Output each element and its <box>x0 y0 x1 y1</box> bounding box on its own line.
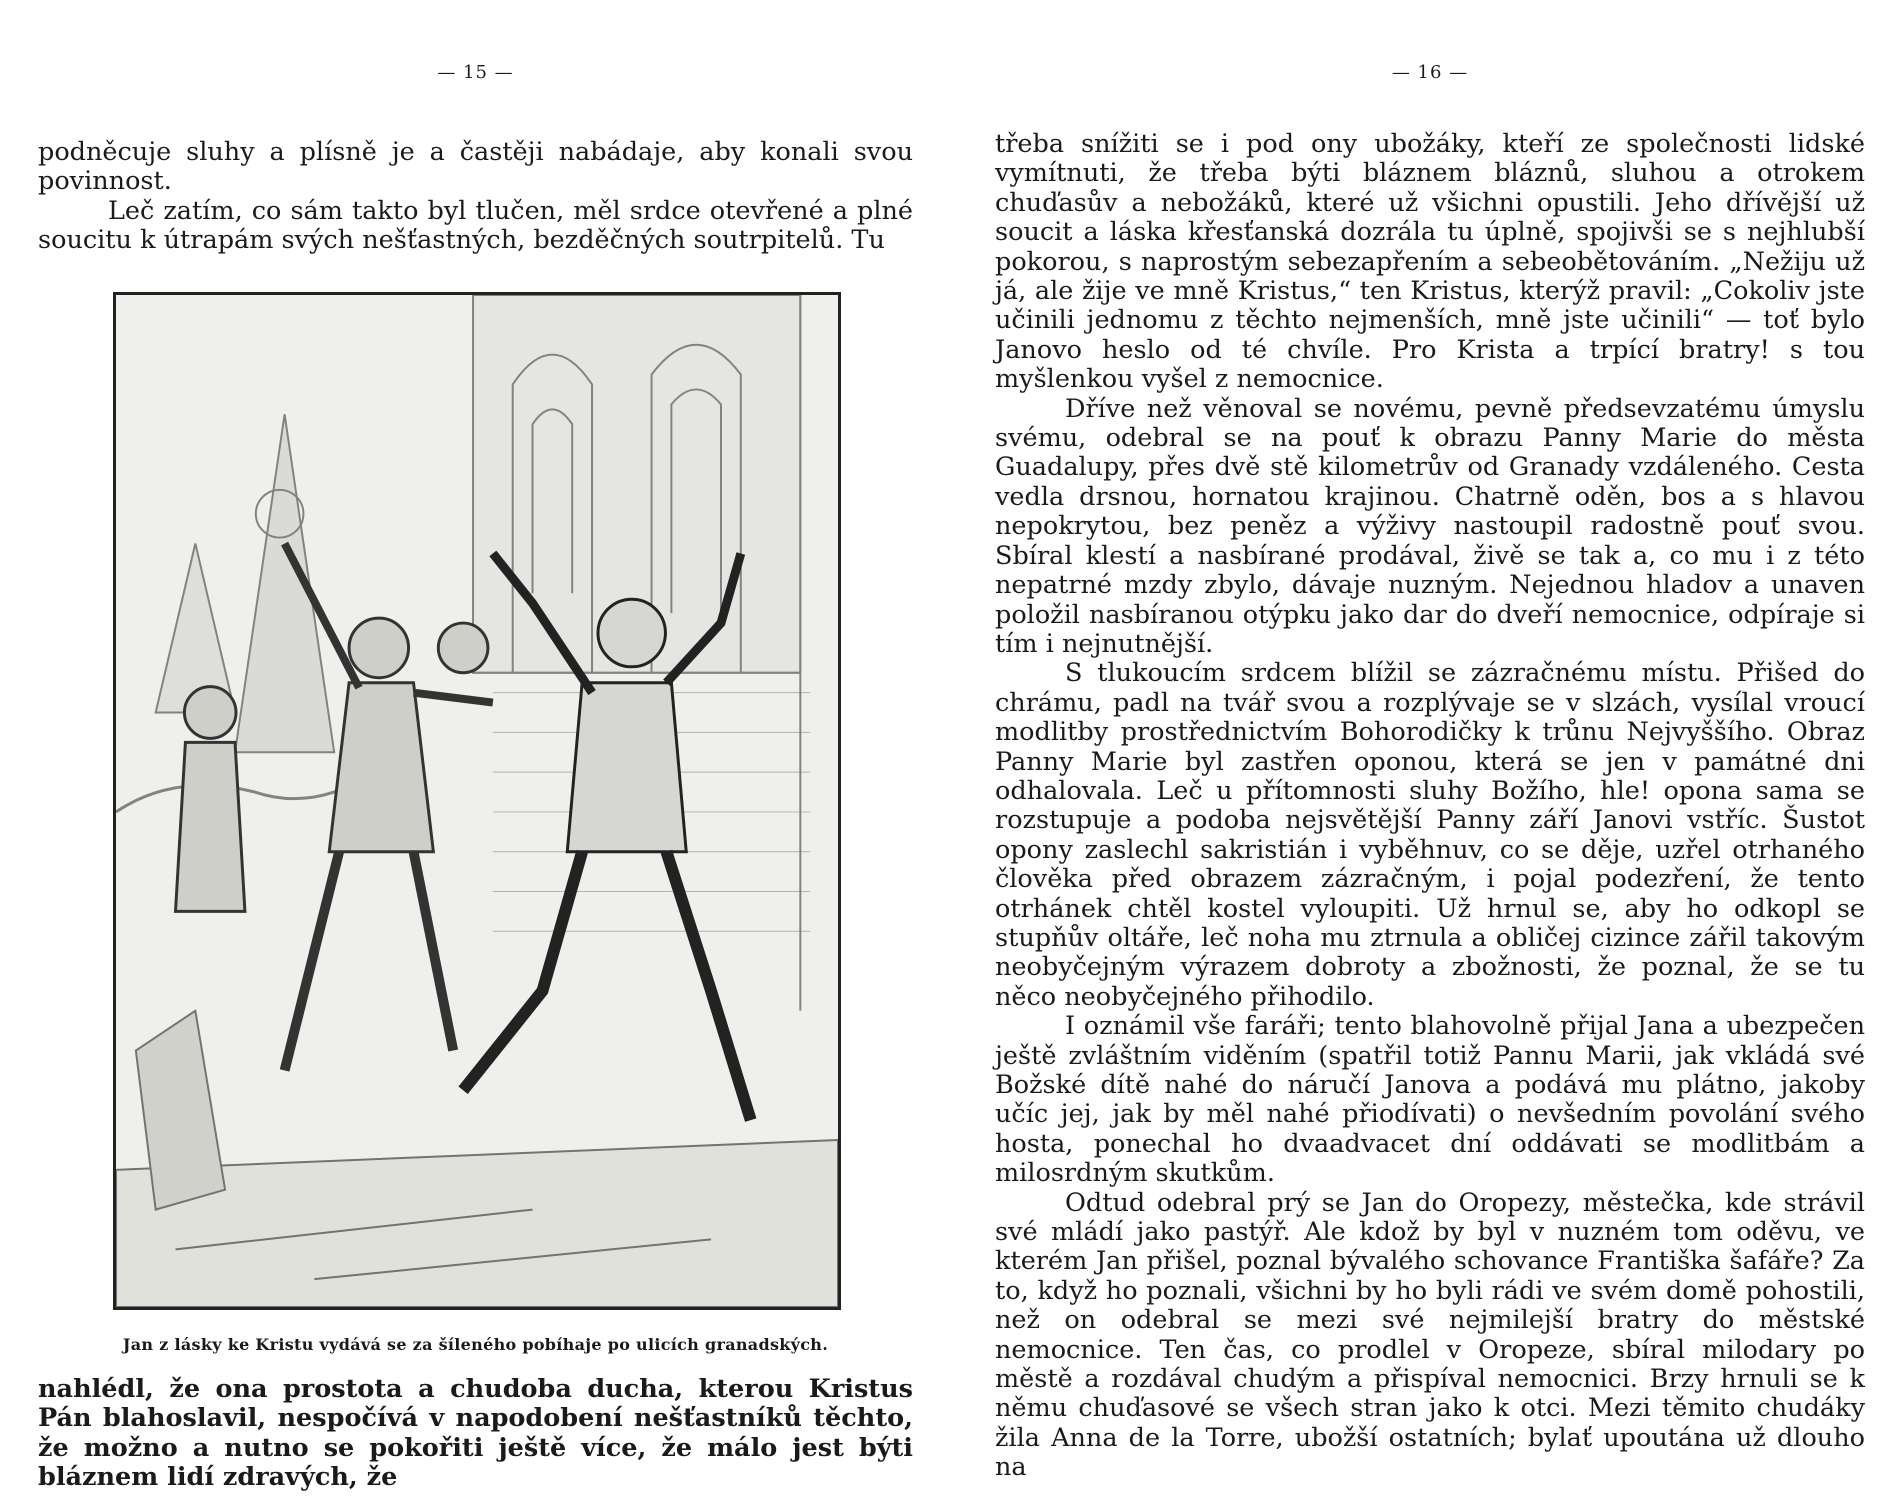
paragraph: I oznámil vše faráři; tento blahovolně přijal Jana a ubezpečen ještě zvláštním viděním (spatřil totiž Pannu Marii, jak vkládá své Božské dítě nahé do náručí Janova a podává mu plátno, jakoby učíc jej, jak by měl nahé přiodívati) o nevšedním povolání svého hosta, ponechal ho dvaadvacet dní oddávati se modlitbám a milosrdným skutkům. <box>995 1011 1865 1189</box>
illustration-caption: Jan z lásky ke Kristu vydává se za šíleného pobíhaje po ulicích granadských. <box>122 1335 829 1354</box>
body-text-block <box>995 130 1865 1483</box>
paragraph: Odtud odebral prý se Jan do Oropezy, městečka, kde strávil své mládí jako pastýř. Ale kdož by byl v nuzném tom oděvu, ve kterém Jan přišel, poznal bývalého schovance Františka šafáře? Za to, když ho poznali, všichni by ho byli rádi ve svém domě pohostili, než on odebral se mezi své nejmilejší bratry do městské nemocnice. Ten čas, co prodlel v Oropeze, sbíral milodary po městě a rozdával chudým a přispíval nemocnici. Brzy hrnuli se k němu chuďasové se všech stran jako k otci. Mezi těmito chudáky žila Anna de la Torre, ubožší ostatních; bylať upoutána už dlouho na <box>995 1187 1865 1483</box>
paragraph: Dříve než věnoval se novému, pevně předsevzatému úmyslu svému, odebral se na pouť k obrazu Panny Marie do města Guadalupy, přes dvě stě kilometrův od Granady vzdáleného. Cesta vedla drsnou, hornatou krajinou. Chatrně oděn, bos a s hlavou nepokrytou, bez peněz a výživy nastoupil radostně pouť svou. Sbíral klestí a nasbírané prodával, živě se tak a, co mu i z této nepatrné mzdy zbylo, dávaje nuzným. Nejednou hladov a unaven položil nasbíranou otýpku jako dar do dveří nemocnice, odpíraje si tím i nejnutnější. <box>995 393 1865 659</box>
paragraph: podněcuje sluhy a plísně je a častěji nabádaje, aby konali svou povinnost. <box>38 137 913 197</box>
right-page <box>995 0 1865 1500</box>
paragraph: Leč zatím, co sám takto byl tlučen, měl srdce otevřené a plné soucitu k útrapám svých nešťastných, bezděčných soutrpitelů. Tu <box>38 195 913 256</box>
page-number: — 15 — <box>437 62 514 83</box>
left-page <box>38 0 913 1500</box>
engraving-illustration <box>113 292 841 1310</box>
paragraph: nahlédl, že ona prostota a chudoba ducha, kterou Kristus Pán blahoslavil, nespočívá v napodobení nešťastníků těchto, že možno a nutno se pokořiti ještě více, že málo jest býti bláznem lidí zdravých, že <box>38 1374 913 1493</box>
top-text-block <box>38 138 913 256</box>
paragraph: S tlukoucím srdcem blížil se zázračnému místu. Přišed do chrámu, padl na tvář svou a rozplývaje se v slzách, vysílal vroucí modlitby prostřednictvím Bohorodičky k trůnu Nejvyššího. Obraz Panny Marie byl zastřen oponou, která se jen v památné dni odhalovala. Leč u přítomnosti sluhy Božího, hle! opona sama se rozstupuje a podoba nejsvětější Panny září Janovi vstříc. Šustot opony zaslechl sakristián i vyběhnuv, co se děje, uzřel otrhaného člověka před obrazem zázračným, i pojal podezření, že tento otrhánek chtěl kostel vyloupiti. Už hrnul se, aby ho odkopl se stupňův oltáře, leč noha mu ztrnula a obličej cizince zářil takovým neobyčejným výrazem dobroty a zbožnosti, že poznal, že se tu něco neobyčejného přihodilo. <box>995 658 1865 1012</box>
engraving-drawing <box>116 295 838 1307</box>
bottom-text-block <box>38 1375 913 1493</box>
page-number: — 16 — <box>1391 62 1469 83</box>
paragraph: třeba snížiti se i pod ony ubožáky, kteří ze společnosti lidské vymítnuti, že třeba býti bláznem bláznů, sluhou a otrokem chuďasův a nebožáků, které už všichni opustili. Jeho dřívější už soucit a láska křesťanská dozrála tu úplně, spojivši se s nejhlubší pokorou, s naprostým sebezapřením a sebeobětováním. „Nežiju už já, ale žije ve mně Kristus,“ ten Kristus, kterýž pravil: „Cokoliv jste učinili jednomu z těchto nejmenších, mně jste učinili“ — toť bylo Janovo heslo od té chvíle. Pro Krista a trpící bratry! s tou myšlenkou vyšel z nemocnice. <box>995 129 1865 395</box>
